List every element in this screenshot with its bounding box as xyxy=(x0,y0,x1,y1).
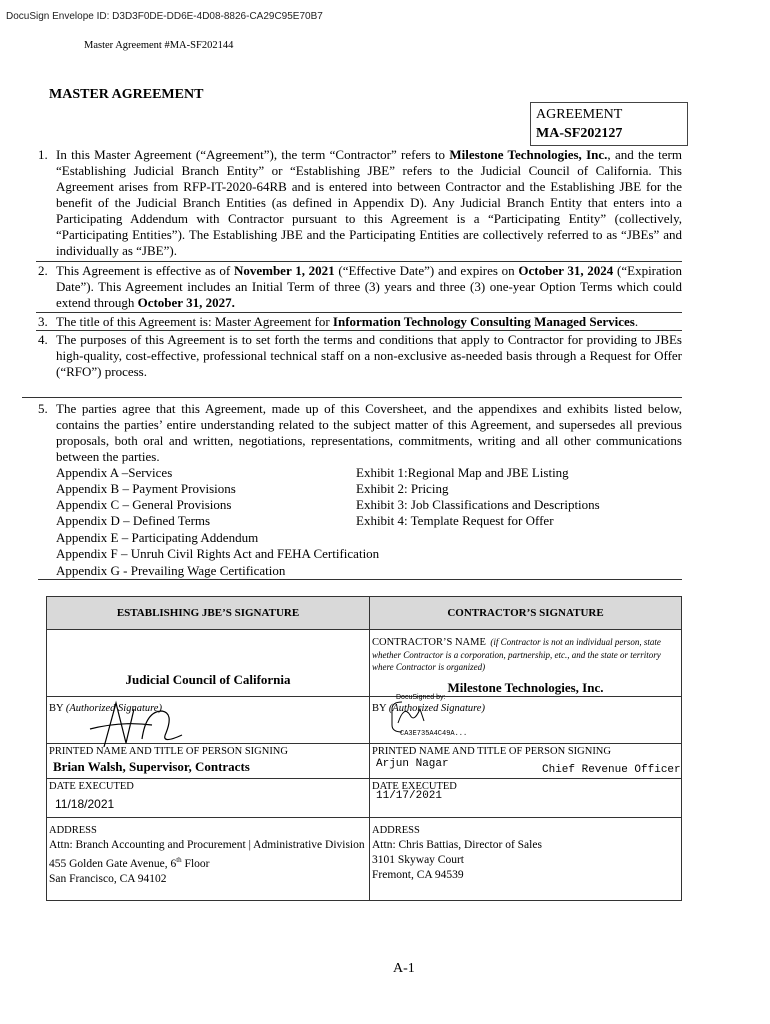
exhibit-item: Exhibit 3: Job Classifications and Descriptions xyxy=(356,497,600,512)
jbe-name: Judicial Council of California xyxy=(125,672,291,687)
jbe-date-executed: 11/18/2021 xyxy=(55,797,115,811)
address-label: ADDRESS xyxy=(372,825,420,836)
jbe-name-cell xyxy=(47,630,370,697)
contractor-signer-title: Chief Revenue Officer xyxy=(542,764,681,776)
contractor-name-instructions xyxy=(372,636,682,673)
paragraph-3 xyxy=(38,314,682,330)
appendix-item: Appendix E – Participating Addendum xyxy=(56,530,259,545)
divider xyxy=(38,579,682,580)
signature-table xyxy=(46,596,682,901)
paragraph-number: 3. xyxy=(38,314,48,329)
document-title: MASTER AGREEMENT xyxy=(49,87,204,102)
appendix-item: Appendix B – Payment Provisions xyxy=(56,481,236,496)
contractor-printed-name-cell xyxy=(370,744,682,779)
contractor-address-cell xyxy=(370,818,682,901)
option-end-date: October 31, 2027. xyxy=(137,295,235,310)
paragraph-3-text-a: The title of this Agreement is: Master Agreement for xyxy=(56,314,333,329)
handwritten-signature-contractor xyxy=(392,703,432,727)
paragraph-1-text-c: , and the term “Establishing Judicial Branch Entity” or “Establishing JBE” refers to the Judicial Council of California. This Agreement arises from RFP-IT-2020-64RB and is entered into between Contractor and the Establishing JBE for the benefit of the Judicial Branch Entities (as defined in Appendix D). Any Judicial Branch Entity that enters into a Participating Addendum with Contractor pursuant to this Agreement is a “Participating Entity” (collectively, “Participating Entities”). The Establishing JBE and the Participating Entities are collectively referred to as “JBEs” and individually as “JBE”). xyxy=(56,147,682,258)
contractor-name-inline: Milestone Technologies, Inc. xyxy=(449,147,608,162)
agreement-number: MA-SF202127 xyxy=(536,126,623,141)
contractor-signature-cell[interactable] xyxy=(370,694,682,744)
by-label: BY (Authorized Signature) xyxy=(372,703,485,714)
exhibit-item: Exhibit 2: Pricing xyxy=(356,481,449,496)
divider xyxy=(36,330,682,331)
agreement-number-box xyxy=(530,102,688,146)
paragraph-number: 5. xyxy=(38,401,48,416)
contractor-date-cell xyxy=(370,779,682,818)
appendix-item: Appendix G - Prevailing Wage Certification xyxy=(56,563,286,578)
contractor-name-label: CONTRACTOR’S NAME xyxy=(372,637,486,648)
contractor-date-executed: 11/17/2021 xyxy=(376,790,443,802)
contractor-name-cell xyxy=(370,630,682,697)
appendix-item: Appendix C – General Provisions xyxy=(56,497,232,512)
docusigned-by-label: DocuSigned by: xyxy=(396,694,446,701)
contractor-signer-name: Arjun Nagar xyxy=(376,758,449,770)
docusign-code: CA3E735A4C49A... xyxy=(400,730,468,738)
jbe-printed-name-cell xyxy=(47,744,370,779)
paragraph-2-text-a: This Agreement is effective as of xyxy=(56,263,234,278)
printed-name-label: PRINTED NAME AND TITLE OF PERSON SIGNING xyxy=(49,746,288,757)
address-line: 3101 Skyway Court xyxy=(372,854,464,866)
by-label: BY (Authorized Signature) xyxy=(49,703,162,714)
paragraph-5-text: The parties agree that this Agreement, made up of this Coversheet, and the appendixes and exhibits listed below, contains the parties’ entire understanding related to the subject matter of this Agreement, and supersedes all previous proposals, both oral and written, negotiations, representations, commitments, writing and all other communications between the parties. xyxy=(56,401,682,464)
address-label: ADDRESS xyxy=(49,825,97,836)
address-line: Attn: Branch Accounting and Procurement | Administrative Division xyxy=(49,839,365,851)
jbe-address-cell xyxy=(47,818,370,901)
exhibit-item: Exhibit 4: Template Request for Offer xyxy=(356,513,554,528)
page-number: A-1 xyxy=(393,961,415,976)
paragraph-5 xyxy=(38,401,682,465)
paragraph-number: 4. xyxy=(38,332,48,347)
divider xyxy=(22,397,682,398)
paragraph-1 xyxy=(38,147,682,259)
jbe-date-cell xyxy=(47,779,370,818)
effective-date: November 1, 2021 xyxy=(233,263,335,278)
paragraph-1-text-a: In this Master Agreement (“Agreement”), the term “Contractor” refers to xyxy=(56,147,450,162)
paragraph-number: 2. xyxy=(38,263,48,278)
paragraph-number: 1. xyxy=(38,147,48,162)
date-executed-label: DATE EXECUTED xyxy=(372,781,457,792)
paragraph-2 xyxy=(38,263,682,311)
jbe-address xyxy=(49,823,367,887)
appendix-item: Appendix D – Defined Terms xyxy=(56,513,211,528)
paragraph-4 xyxy=(38,332,682,380)
contractor-name-note: (if Contractor is not an individual person, state whether Contractor is a corporation, partnership, etc., and the state or territory where Contractor is organized) xyxy=(372,637,661,672)
jbe-signature-header: ESTABLISHING JBE’S SIGNATURE xyxy=(47,597,370,630)
running-header: Master Agreement #MA-SF202144 xyxy=(84,40,234,51)
divider xyxy=(36,312,682,313)
address-line: Fremont, CA 94539 xyxy=(372,869,464,881)
appendix-item: Appendix A –Services xyxy=(56,465,173,480)
expiration-date: October 31, 2024 xyxy=(518,263,614,278)
agreement-label: AGREEMENT xyxy=(536,107,623,122)
printed-name-label: PRINTED NAME AND TITLE OF PERSON SIGNING xyxy=(372,746,611,757)
contractor-signature-header: CONTRACTOR’S SIGNATURE xyxy=(370,597,682,630)
paragraph-3-text-c: . xyxy=(634,314,639,329)
address-line: 455 Golden Gate Avenue, 6th Floor xyxy=(49,856,210,870)
appendix-item: Appendix F – Unruh Civil Rights Act and FEHA Certification xyxy=(56,546,380,561)
handwritten-signature-jbe xyxy=(82,699,202,749)
date-executed-label: DATE EXECUTED xyxy=(49,781,134,792)
agreement-subject: Information Technology Consulting Managed Services xyxy=(332,314,635,329)
jbe-signer-name: Brian Walsh, Supervisor, Contracts xyxy=(53,759,250,774)
contractor-address xyxy=(372,823,682,883)
contractor-name: Milestone Technologies, Inc. xyxy=(447,680,604,695)
paragraph-2-text-e: (“Expiration Date”). This Agreement includes an Initial Term of three (3) years and three (3) one-year Option Terms which could extend through xyxy=(56,263,682,310)
paragraph-2-text-c: (“Effective Date”) and expires on xyxy=(334,263,519,278)
exhibit-item: Exhibit 1:Regional Map and JBE Listing xyxy=(356,465,569,480)
divider xyxy=(36,261,682,262)
address-line: Attn: Chris Battias, Director of Sales xyxy=(372,839,542,851)
address-line: San Francisco, CA 94102 xyxy=(49,872,167,885)
docusign-envelope-id: DocuSign Envelope ID: D3D3F0DE-DD6E-4D08-8826-CA29C95E70B7 xyxy=(6,11,323,22)
jbe-signature-cell[interactable] xyxy=(47,697,370,744)
paragraph-4-text: The purposes of this Agreement is to set forth the terms and conditions that apply to Contractor for providing to JBEs high-quality, cost-effective, professional technical staff on a non-exclusive as-needed basis through a Request for Offer (“RFO”) process. xyxy=(56,332,682,379)
